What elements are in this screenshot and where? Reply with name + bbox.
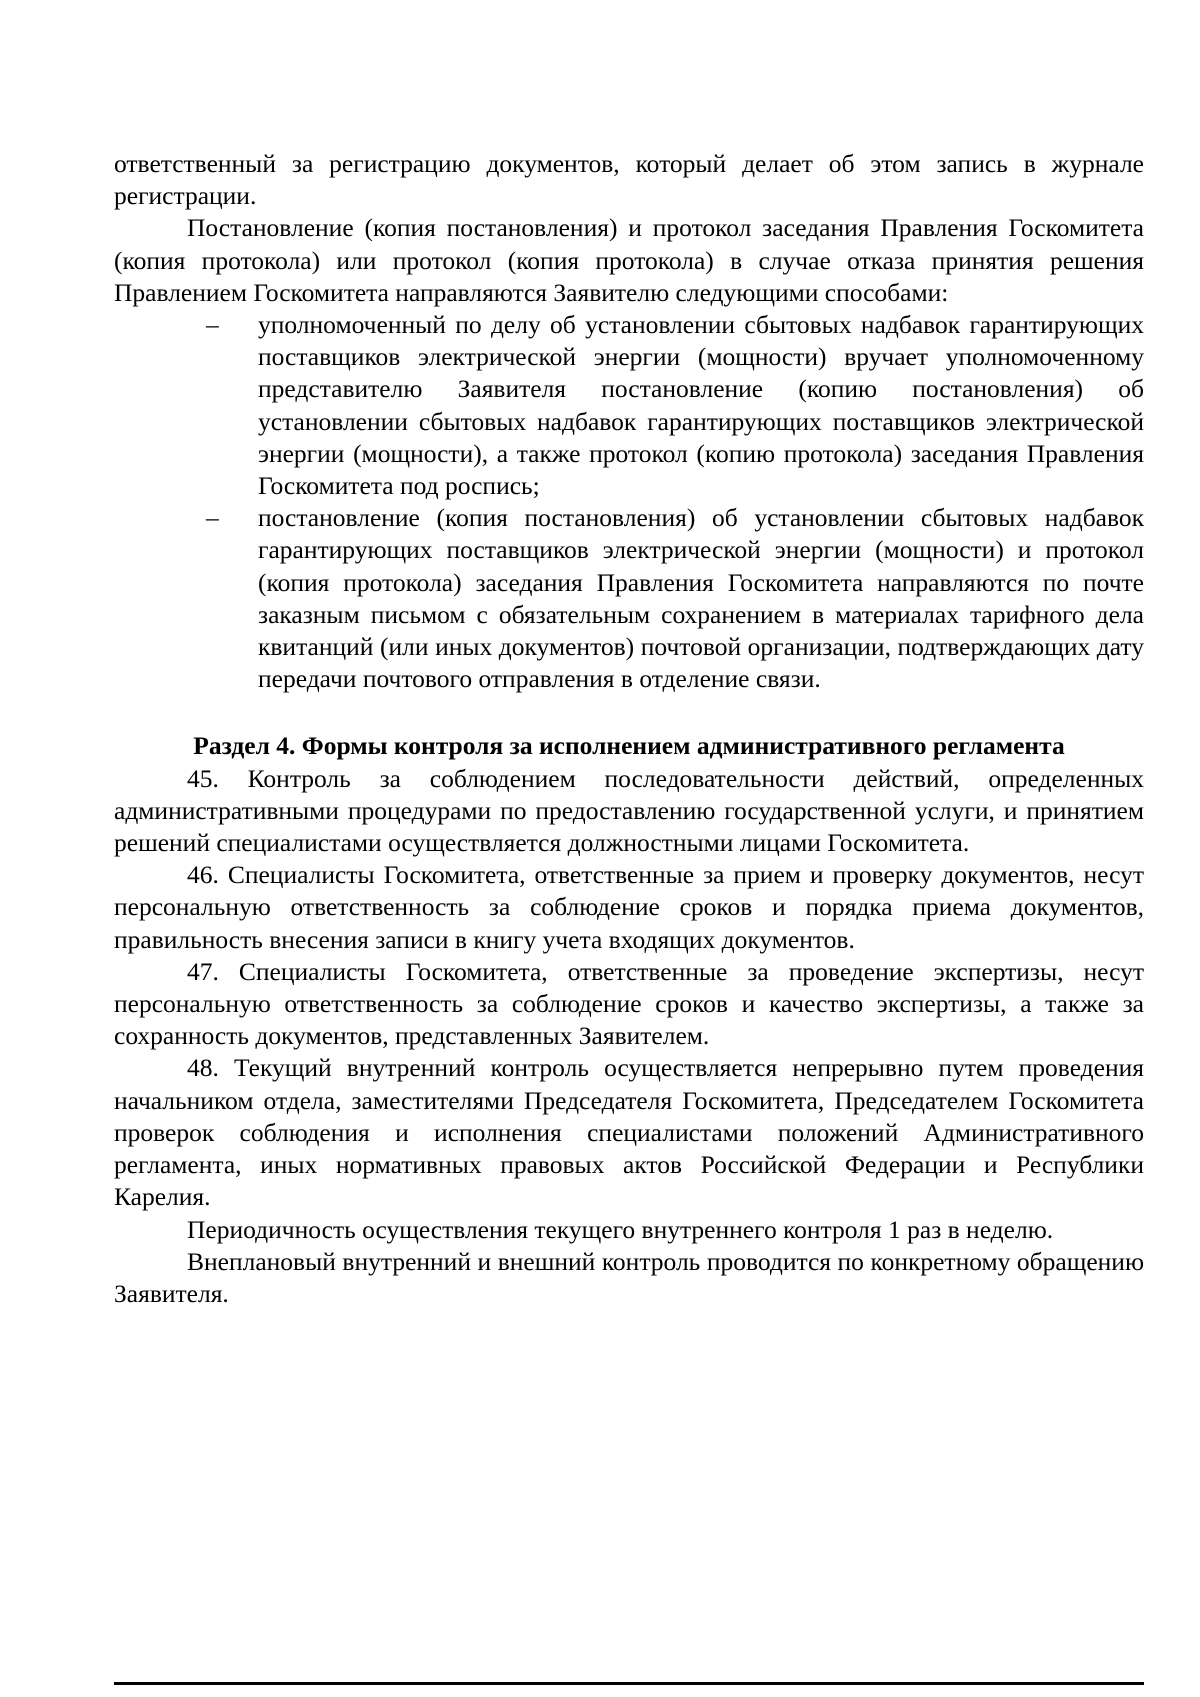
- list-item-text: уполномоченный по делу об установлении сбытовых надбавок гарантирующих поставщиков электрической энергии (мощности) вручает уполномоченному представителю Заявителя постановление (копию постановления) об установлении сбытовых надбавок гарантирующих поставщиков электрической энергии (мощности), а также протокол (копию протокола) заседания Правления Госкомитета под роспись;: [258, 310, 1144, 501]
- paragraph-48: 48. Текущий внутренний контроль осуществляется непрерывно путем проведения начальником отдела, заместителями Председателя Госкомитета, Председателем Госкомитета проверок соблюдения и исполнения специалистами положений Административного регламента, иных нормативных правовых актов Российской Федерации и Республики Карелия.: [114, 1053, 1144, 1212]
- list-item: [206, 309, 1144, 502]
- delivery-methods-list: [114, 309, 1144, 695]
- dash-bullet: –: [206, 310, 219, 340]
- footer-rule: [114, 1682, 1144, 1685]
- paragraph-delivery-methods: Постановление (копия постановления) и протокол заседания Правления Госкомитета (копия протокола) или протокол (копия протокола) в случае отказа принятия решения Правлением Госкомитета направляются Заявителю следующими способами:: [114, 213, 1144, 307]
- paragraph-46: 46. Специалисты Госкомитета, ответственные за прием и проверку документов, несут персональную ответственность за соблюдение сроков и порядка приема документов, правильность внесения записи в книгу учета входящих документов.: [114, 860, 1144, 954]
- document-page: [114, 148, 1144, 1310]
- paragraph-unscheduled-control: Внеплановый внутренний и внешний контроль проводится по конкретному обращению Заявителя.: [114, 1246, 1144, 1308]
- paragraph-47: 47. Специалисты Госкомитета, ответственные за проведение экспертизы, несут персональную ответственность за соблюдение сроков и качество экспертизы, а также за сохранность документов, представленных Заявителем.: [114, 956, 1144, 1051]
- list-item: [206, 502, 1144, 695]
- paragraph-periodicity: Периодичность осуществления текущего внутреннего контроля 1 раз в неделю.: [187, 1214, 1054, 1244]
- paragraph-registration: ответственный за регистрацию документов, который делает об этом запись в журнале регистрации.: [114, 149, 1144, 211]
- list-item-text: постановление (копия постановления) об установлении сбытовых надбавок гарантирующих поставщиков электрической энергии (мощности) и протокол (копия протокола) заседания Правления Госкомитета направляются по почте заказным письмом с обязательным сохранением в материалах тарифного дела квитанций (или иных документов) почтовой организации, подтверждающих дату передачи почтового отправления в отделение связи.: [258, 503, 1144, 694]
- paragraph-45: 45. Контроль за соблюдением последовательности действий, определенных административными процедурами по предоставлению государственной услуги, и принятием решений специалистами осуществляется должностными лицами Госкомитета.: [114, 763, 1144, 858]
- section-heading: Раздел 4. Формы контроля за исполнением административного регламента: [193, 731, 1065, 761]
- dash-bullet: –: [206, 503, 219, 533]
